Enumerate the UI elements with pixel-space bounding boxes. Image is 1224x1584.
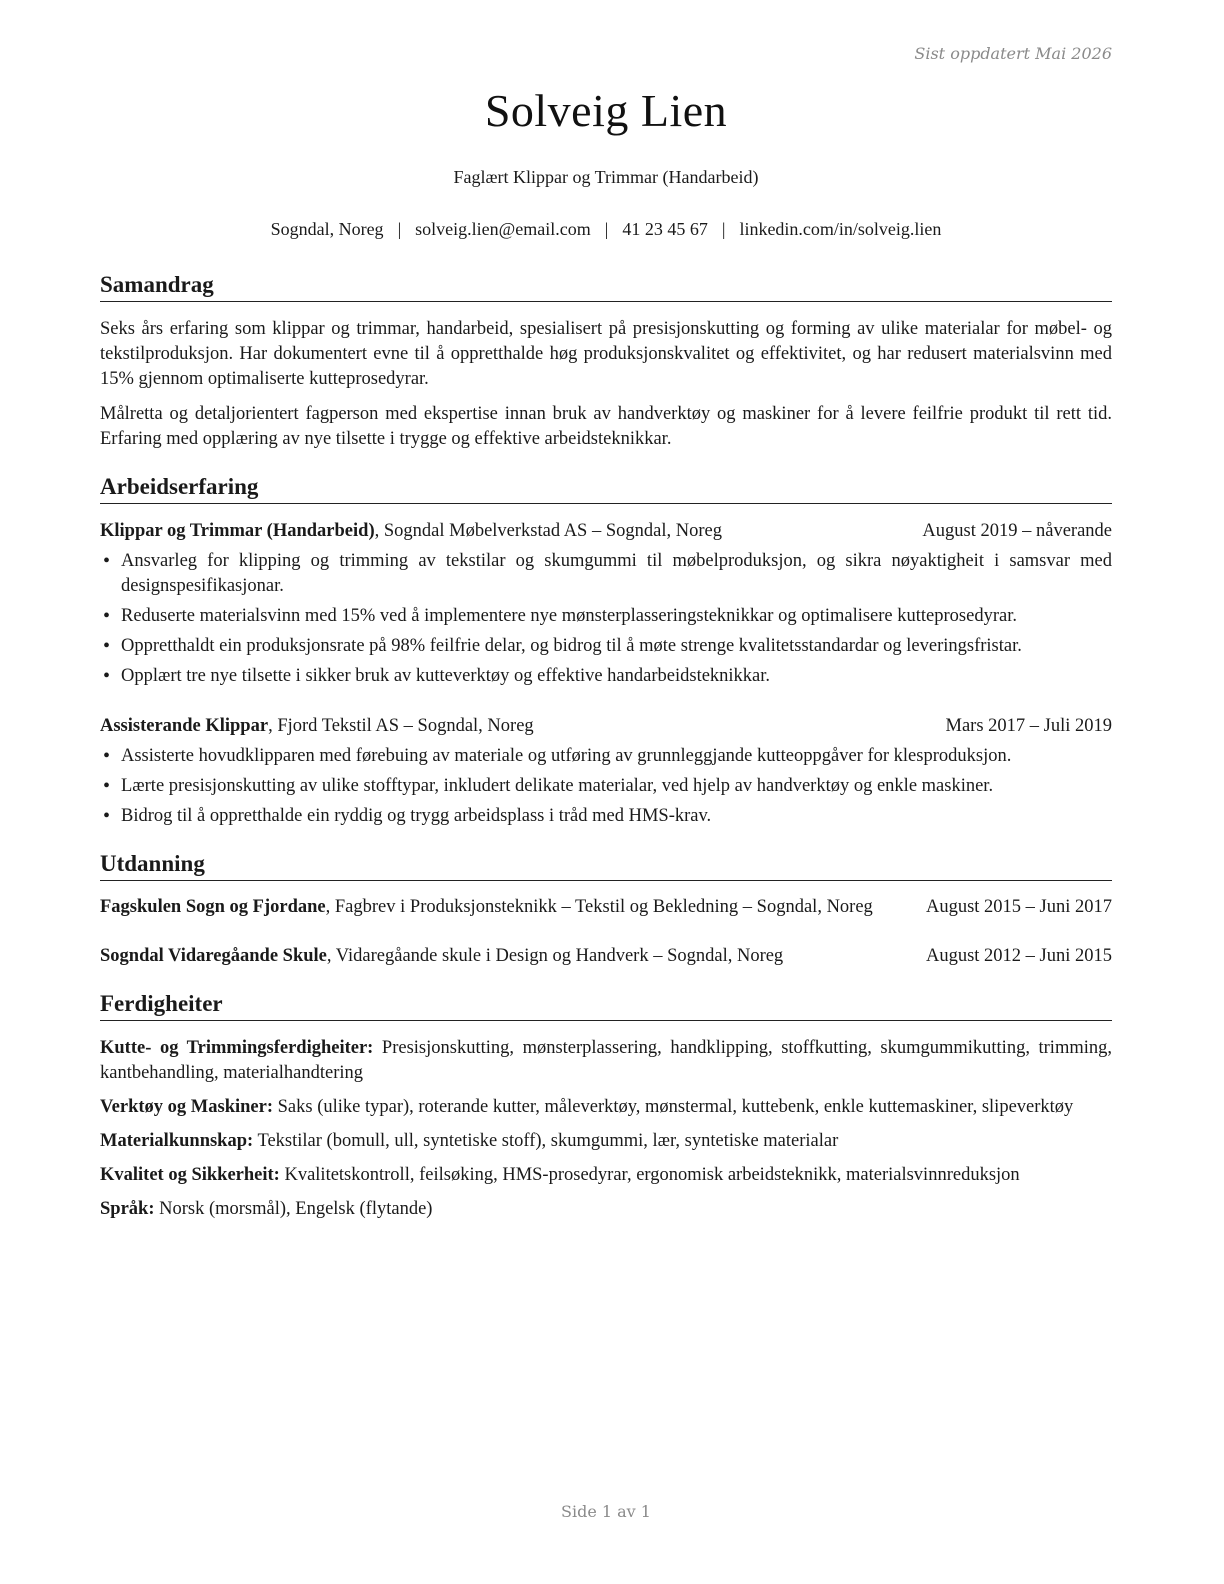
education-entry	[100, 944, 1112, 969]
skill-line	[100, 1036, 1112, 1086]
resume-page	[100, 0, 1112, 1584]
skill-line	[100, 1163, 1112, 1188]
job-bullets	[100, 744, 1112, 829]
education-program: , Vidaregåande skule i Design og Handverk – Sogndal, Noreg	[326, 946, 784, 966]
skill-label: Kvalitet og Sikkerheit:	[100, 1165, 280, 1185]
education-date: August 2015 – Juni 2017	[925, 897, 1112, 917]
skill-line	[100, 1095, 1112, 1120]
education-date: August 2012 – Juni 2015	[925, 946, 1112, 966]
contact-linkedin[interactable]: linkedin.com/in/solveig.lien	[739, 219, 942, 239]
job-bullet: • Reduserte materialsvinn med 15% ved å implementere nye mønsterplasseringsteknikkar og optimalisere kutteprosedyrar.	[100, 604, 1112, 629]
candidate-name: Solveig Lien	[484, 85, 728, 136]
summary-section	[100, 270, 1112, 452]
experience-section	[100, 472, 1112, 829]
summary-paragraph: Målretta og detaljorientert fagperson med ekspertise innan bruk av handverktøy og maskiner for å levere feilfrie produkt til rett tid. Erfaring med opplæring av nye tilsette i trygge og effektive arbeidsteknikkar.	[100, 404, 1112, 449]
skill-text: Norsk (morsmål), Engelsk (flytande)	[154, 1199, 433, 1219]
contact-phone: 41 23 45 67	[622, 219, 708, 239]
skill-label: Kutte- og Trimmingsferdigheiter:	[100, 1038, 374, 1058]
skill-text: Tekstilar (bomull, ull, syntetiske stoff), skumgummi, lær, syntetiske materialar	[253, 1131, 839, 1151]
summary-paragraph: Seks års erfaring som klippar og trimmar, handarbeid, spesialisert på presisjonskutting og forming av ulike materialar for møbel- og tekstilproduksjon. Har dokumentert evne til å oppretthalde høg produksjonskvalitet og effektivitet, og har redusert materialsvinn med 15% gjennom optimaliserte kutteprosedyrar.	[100, 319, 1112, 389]
job-role: Klippar og Trimmar (Handarbeid)	[100, 521, 375, 541]
job-date: Mars 2017 – Juli 2019	[945, 716, 1112, 736]
skill-line	[100, 1129, 1112, 1154]
last-updated: Sist oppdatert Mai 2026	[914, 44, 1112, 63]
skill-label: Verktøy og Maskiner:	[100, 1097, 273, 1117]
job-entry	[100, 714, 1112, 829]
skill-text: Presisjonskutting, mønsterplassering, handklipping, stoffkutting, skumgummikutting, trimming, kantbehandling, materialhandtering	[100, 1038, 1112, 1083]
page-number: Side 1 av 1	[561, 1502, 651, 1521]
job-bullet: • Lærte presisjonskutting av ulike stofftypar, inkludert delikate materialar, ved hjelp av handverktøy og enkle maskiner.	[100, 774, 1112, 799]
job-bullets	[100, 549, 1112, 689]
contact-separator: |	[604, 219, 609, 239]
skill-text: Saks (ulike typar), roterande kutter, måleverktøy, mønstermal, kuttebenk, enkle kuttemaskiner, slipeverktøy	[273, 1097, 1074, 1117]
job-bullet: • Ansvarleg for klipping og trimming av tekstilar og skumgummi til møbelproduksjon, og sikra nøyaktigheit i samsvar med designspesifikasjonar.	[100, 549, 1112, 599]
education-program: , Fagbrev i Produksjonsteknikk – Tekstil og Bekledning – Sogndal, Noreg	[325, 897, 873, 917]
education-school: Fagskulen Sogn og Fjordane	[100, 897, 326, 917]
job-bullet: • Opplært tre nye tilsette i sikker bruk av kutteverktøy og effektive handarbeidsteknikkar.	[100, 664, 1112, 689]
job-entry	[100, 519, 1112, 689]
section-title-summary: Samandrag	[100, 270, 1112, 302]
section-title-education: Utdanning	[100, 849, 1112, 881]
job-header	[100, 714, 1112, 739]
contact-location: Sogndal, Noreg	[270, 219, 384, 239]
skill-label: Språk:	[100, 1199, 155, 1219]
job-role: Assisterande Klippar	[100, 716, 269, 736]
resume-content	[100, 270, 1112, 1222]
skill-label: Materialkunnskap:	[100, 1131, 254, 1151]
contact-separator: |	[397, 219, 402, 239]
education-school: Sogndal Vidaregåande Skule	[100, 946, 327, 966]
job-bullet: • Oppretthaldt ein produksjonsrate på 98% feilfrie delar, og bidrog til å møte strenge kvalitetsstandardar og leveringsfristar.	[100, 634, 1112, 659]
job-date: August 2019 – nåverande	[922, 521, 1112, 541]
contact-email[interactable]: solveig.lien@email.com	[415, 219, 591, 239]
job-bullet: • Bidrog til å oppretthalde ein ryddig og trygg arbeidsplass i tråd med HMS-krav.	[100, 804, 1112, 829]
job-employer: , Fjord Tekstil AS – Sogndal, Noreg	[268, 716, 534, 736]
candidate-title: Faglært Klippar og Trimmar (Handarbeid)	[453, 167, 759, 187]
section-title-experience: Arbeidserfaring	[100, 472, 1112, 504]
skill-line	[100, 1197, 1112, 1222]
contact-line	[100, 219, 1112, 240]
contact-separator: |	[721, 219, 726, 239]
skill-text: Kvalitetskontroll, feilsøking, HMS-prosedyrar, ergonomisk arbeidsteknikk, materialsvinnreduksjon	[279, 1165, 1020, 1185]
job-employer: , Sogndal Møbelverkstad AS – Sogndal, Noreg	[374, 521, 722, 541]
skills-section	[100, 989, 1112, 1222]
education-entry	[100, 895, 1112, 920]
section-title-skills: Ferdigheiter	[100, 989, 1112, 1021]
job-header	[100, 519, 1112, 544]
job-bullet: • Assisterte hovudklipparen med førebuing av materiale og utføring av grunnleggjande kutteoppgåver for klesproduksjon.	[100, 744, 1112, 769]
education-section	[100, 849, 1112, 969]
